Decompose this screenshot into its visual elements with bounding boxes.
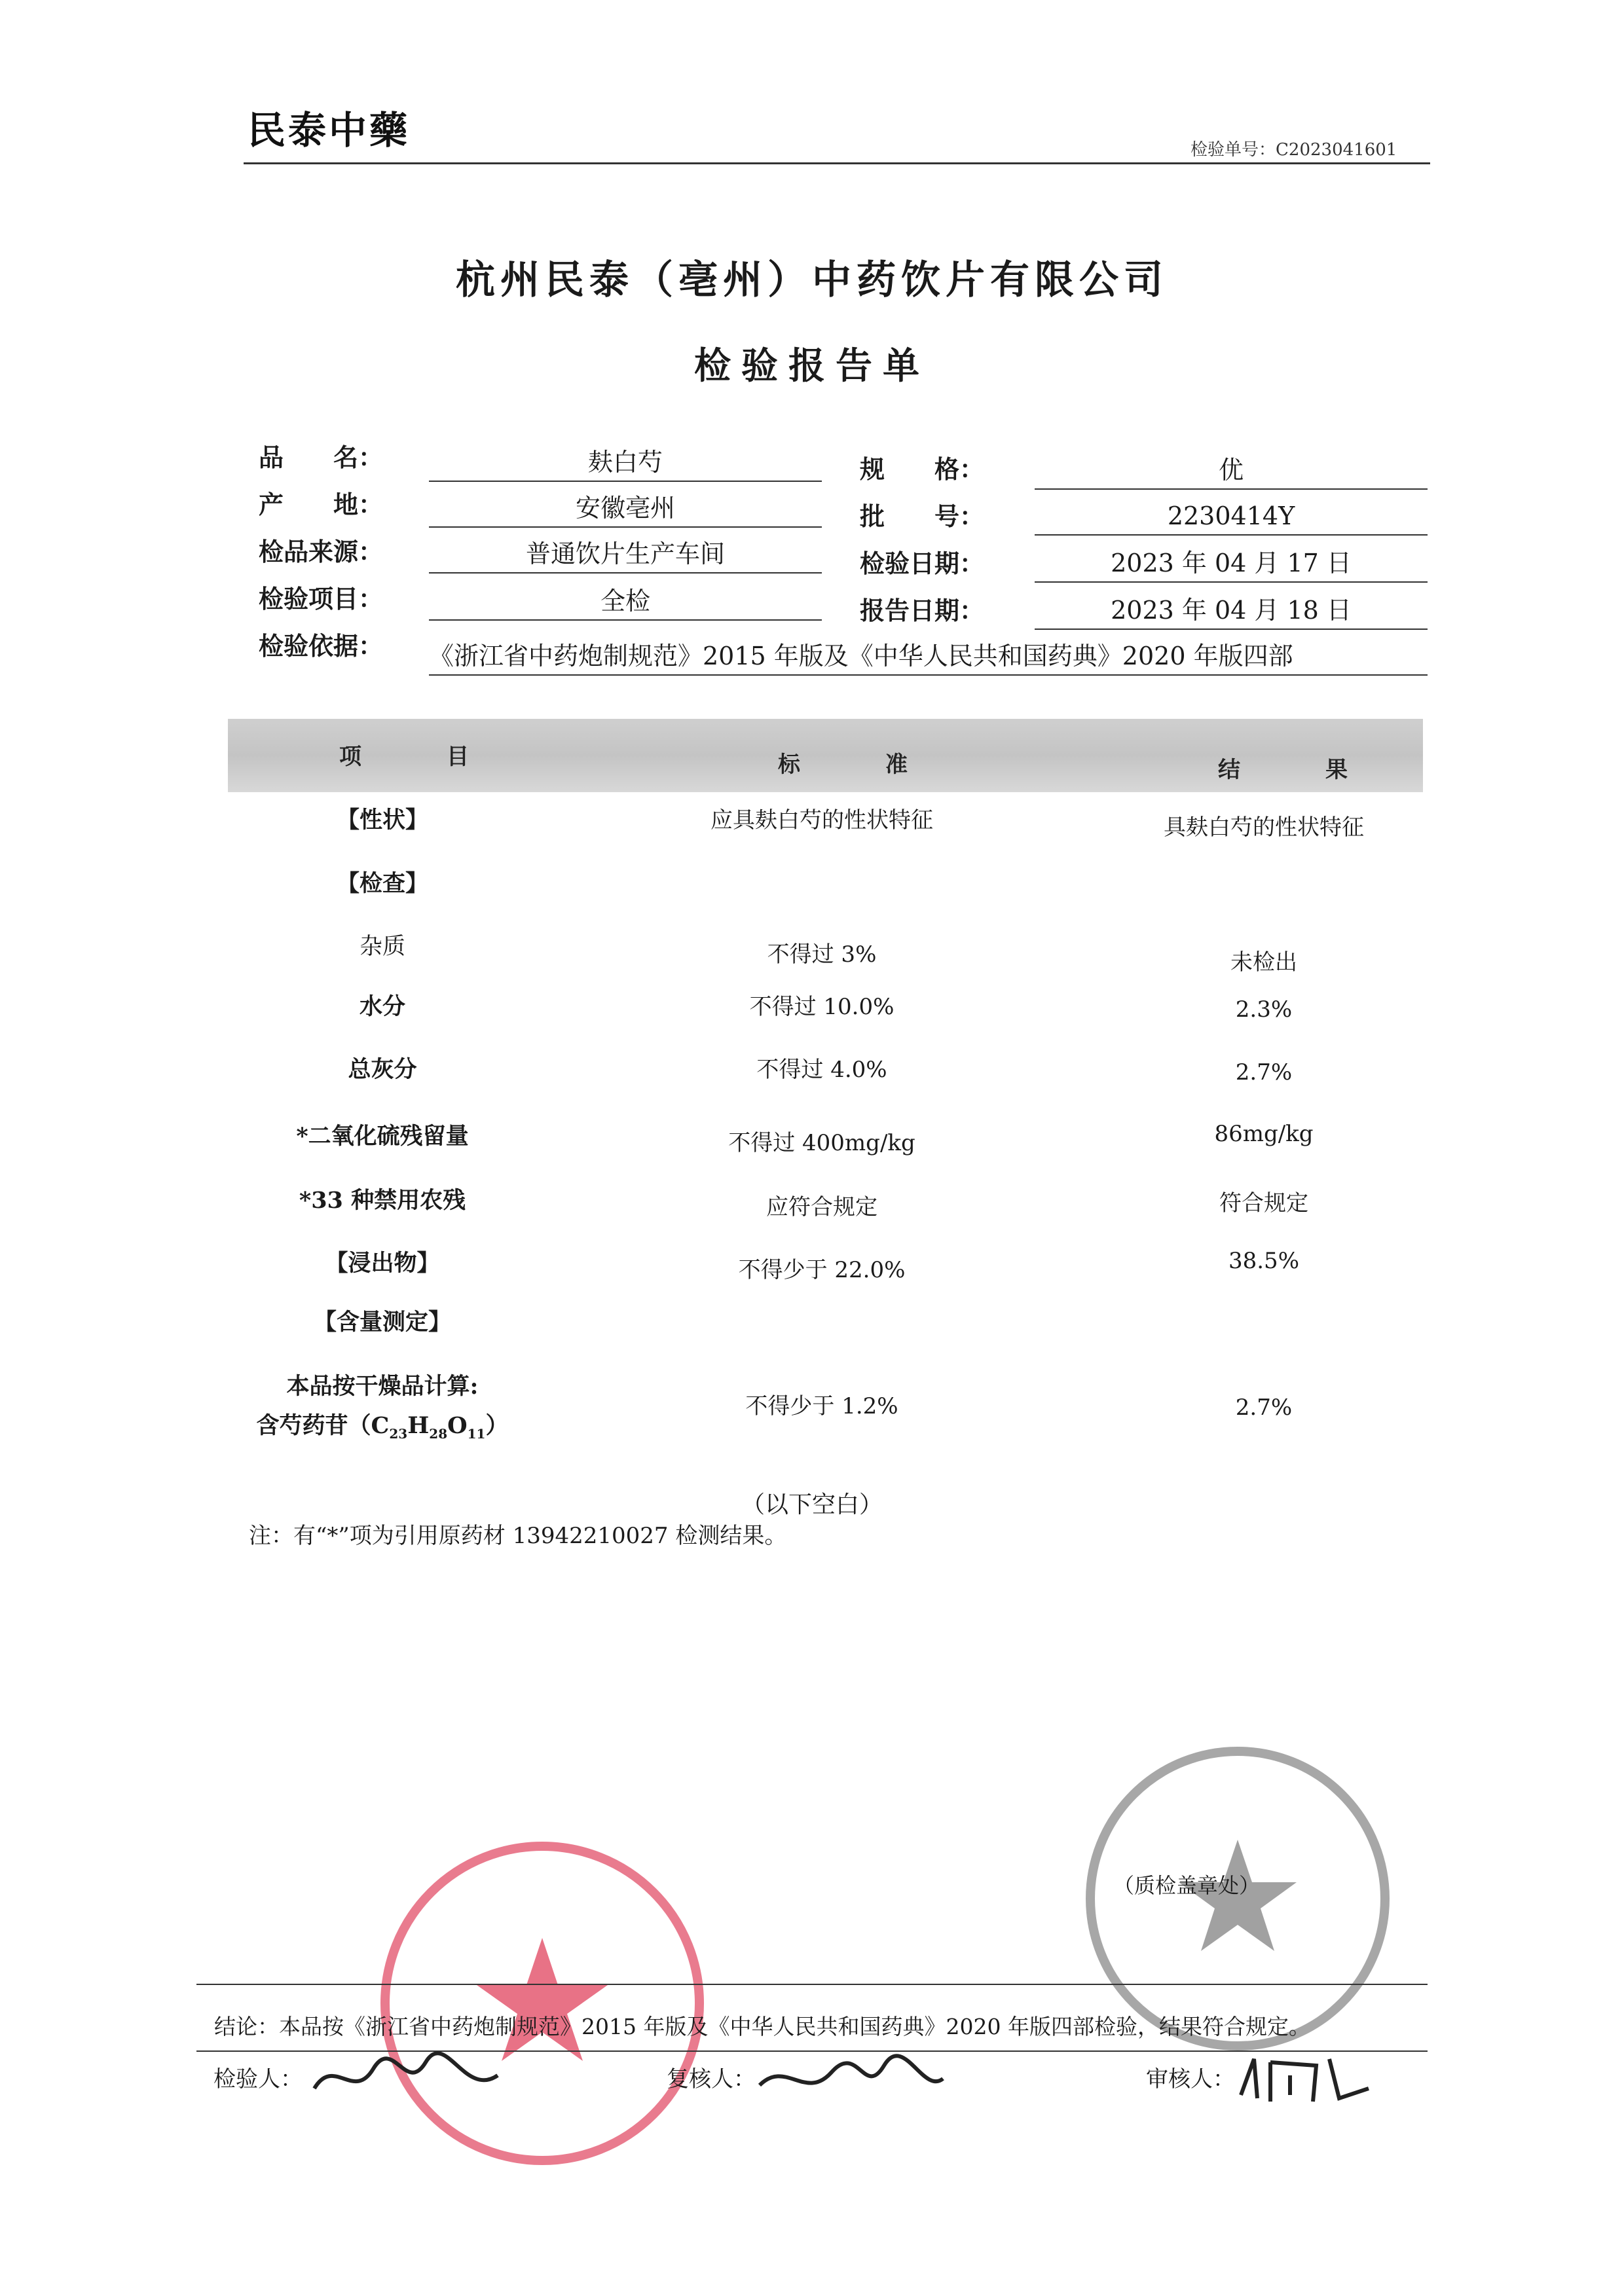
report-title: 检验报告单 (694, 344, 930, 388)
header-divider (244, 162, 1430, 164)
row-result: 2.7% (1235, 1059, 1293, 1085)
row-standard: 应具麸白芍的性状特征 (710, 807, 933, 833)
row-standard: 应符合规定 (766, 1194, 877, 1220)
company-title: 杭州民泰（亳州）中药饮片有限公司 (456, 257, 1168, 303)
header-result: 结 果 (1218, 757, 1379, 783)
stamp-placeholder: （质检盖章处） (1113, 1873, 1261, 1898)
row-standard: 不得过 10.0% (749, 994, 895, 1020)
formula-h-prefix: H (407, 1412, 430, 1439)
inspector-signature (308, 2049, 504, 2108)
spec-value: 优 (1035, 452, 1428, 490)
blank-below-note: （以下空白） (741, 1491, 883, 1518)
row-standard: 不得少于 1.2% (745, 1393, 898, 1419)
test-date-value: 2023 年 04 月 17 日 (1035, 545, 1428, 583)
row-name: 水分 (359, 993, 405, 1020)
conclusion-top-rule (196, 1984, 1428, 1985)
row-name: 【含量测定】 (313, 1309, 451, 1336)
basis-label: 检验依据： (259, 631, 384, 661)
row-name: 【检查】 (336, 870, 428, 897)
report-number (1190, 136, 1397, 160)
reviewer-label: 复核人： (667, 2066, 756, 2092)
approver-signature (1231, 2049, 1375, 2108)
formula-o-prefix: O (447, 1412, 468, 1439)
row-result: 38.5% (1228, 1248, 1299, 1274)
formula-c: 23 (389, 1426, 408, 1442)
red-seal (372, 1833, 712, 2174)
header-standard: 标 准 (778, 752, 939, 778)
reviewer-signature (753, 2049, 950, 2108)
formula-o: 11 (467, 1426, 486, 1442)
row-name: 本品按干燥品计算: (286, 1373, 479, 1400)
product-label: 品 名： (259, 443, 384, 472)
row-name: 【浸出物】 (325, 1250, 440, 1277)
origin-label: 产 地： (259, 490, 384, 519)
row-result: 86mg/kg (1214, 1121, 1314, 1147)
report-number-label: 检验单号： (1190, 140, 1276, 160)
basis-value: 《浙江省中药炮制规范》2015 年版及《中华人民共和国药典》2020 年版四部 (429, 638, 1428, 676)
row-result: 符合规定 (1219, 1190, 1308, 1216)
row-result: 具麸白芍的性状特征 (1164, 814, 1364, 841)
row-standard: 不得过 4.0% (756, 1057, 887, 1083)
row-name: 总灰分 (348, 1056, 417, 1083)
formula-h: 28 (429, 1426, 448, 1442)
content-formula (219, 1408, 546, 1442)
item-label: 检验项目： (259, 584, 384, 613)
report-date-label: 报告日期： (860, 596, 985, 625)
row-standard: 不得过 3% (767, 941, 877, 968)
content-prefix: 含芍药苷（C (256, 1412, 390, 1439)
product-value: 麸白芍 (429, 444, 822, 482)
spec-label: 规 格： (860, 454, 985, 484)
footnote: 注：有“*”项为引用原药材 13942210027 检测结果。 (249, 1523, 787, 1549)
inspector-label: 检验人： (213, 2066, 303, 2092)
report-date-value: 2023 年 04 月 18 日 (1035, 592, 1428, 630)
row-name: 【性状】 (336, 807, 428, 833)
row-standard: 不得少于 22.0% (738, 1257, 906, 1283)
row-name: 杂质 (359, 934, 405, 960)
header-item: 项 目 (339, 744, 500, 770)
content-suffix: ） (485, 1412, 509, 1439)
row-name: *33 种禁用农残 (299, 1187, 466, 1214)
row-result: 2.3% (1235, 996, 1293, 1023)
conclusion: 结论：本品按《浙江省中药炮制规范》2015 年版及《中华人民共和国药典》2020 年版四部检验，结果符合规定。 (214, 2014, 1310, 2039)
company-logo: 民泰中藥 (248, 108, 411, 153)
row-name: *二氧化硫残留量 (296, 1123, 469, 1150)
source-label: 检品来源： (259, 537, 384, 566)
row-result: 未检出 (1230, 949, 1297, 975)
row-result: 2.7% (1235, 1394, 1293, 1421)
batch-label: 批 号： (860, 501, 985, 531)
row-standard: 不得过 400mg/kg (728, 1130, 915, 1156)
item-value: 全检 (429, 583, 822, 621)
approver-label: 审核人： (1146, 2066, 1235, 2092)
batch-value: 2230414Y (1035, 498, 1428, 536)
test-date-label: 检验日期： (860, 549, 985, 578)
report-number-value: C2023041601 (1276, 140, 1397, 160)
origin-value: 安徽亳州 (429, 490, 822, 528)
source-value: 普通饮片生产车间 (429, 536, 822, 574)
